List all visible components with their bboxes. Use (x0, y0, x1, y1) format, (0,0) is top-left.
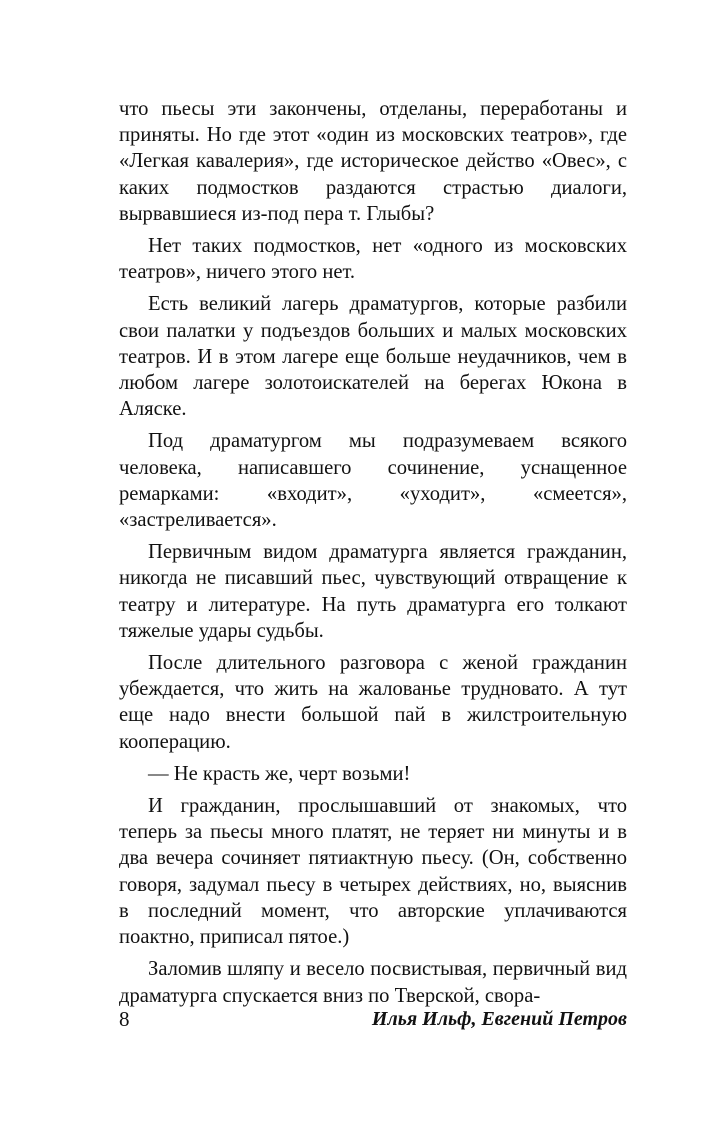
paragraph: что пьесы эти закончены, отделаны, переработаны и приняты. Но где этот «один из московских театров», где «Легкая кавалерия», где историческое действо «Овес», с каких подмостков раздаются страстью диалоги, вырвавшиеся из-под пера т. Глыбы? (119, 98, 627, 225)
page-footer (119, 1004, 627, 1034)
page-number: 8 (119, 1007, 130, 1031)
page-body (119, 96, 627, 1015)
paragraph: Есть великий лагерь драматургов, которые разбили свои палатки у подъездов больших и малых московских театров. И в этом лагере еще больше неудачников, чем в любом лагере золотоискателей на берегах Юкона в Аляске. (119, 293, 627, 421)
running-title: Илья Ильф, Евгений Петров (371, 1008, 627, 1030)
paragraph: Заломив шляпу и весело посвистывая, первичный вид драматурга спускается вниз по Тверской, свора- (119, 958, 627, 1007)
paragraph: Под драматургом мы подразумеваем всякого человека, написавшего сочинение, уснащенное ремарками: «входит», «уходит», «смеется», «застреливается». (119, 430, 627, 532)
paragraph: После длительного разговора с женой гражданин убеждается, что жить на жалованье трудновато. А тут еще надо внести большой пай в жилстроительную кооперацию. (119, 652, 627, 753)
paragraph: И гражданин, прослышавший от знакомых, что теперь за пьесы много платят, не теряет ни минуты и в два вечера сочиняет пятиактную пьесу. (Он, собственно говоря, задумал пьесу в четырех действиях, но, выяснив в последний момент, что авторские уплачиваются поактно, приписал пятое.) (119, 795, 627, 949)
paragraph: Нет таких подмостков, нет «одного из московских театров», ничего этого нет. (119, 235, 627, 284)
paragraph: Первичным видом драматурга является гражданин, никогда не писавший пьес, чувствующий отвращение к театру и литературе. На путь драматурга его толкают тяжелые удары судьбы. (119, 541, 627, 642)
dialogue-line: — Не красть же, черт возьми! (148, 762, 411, 785)
